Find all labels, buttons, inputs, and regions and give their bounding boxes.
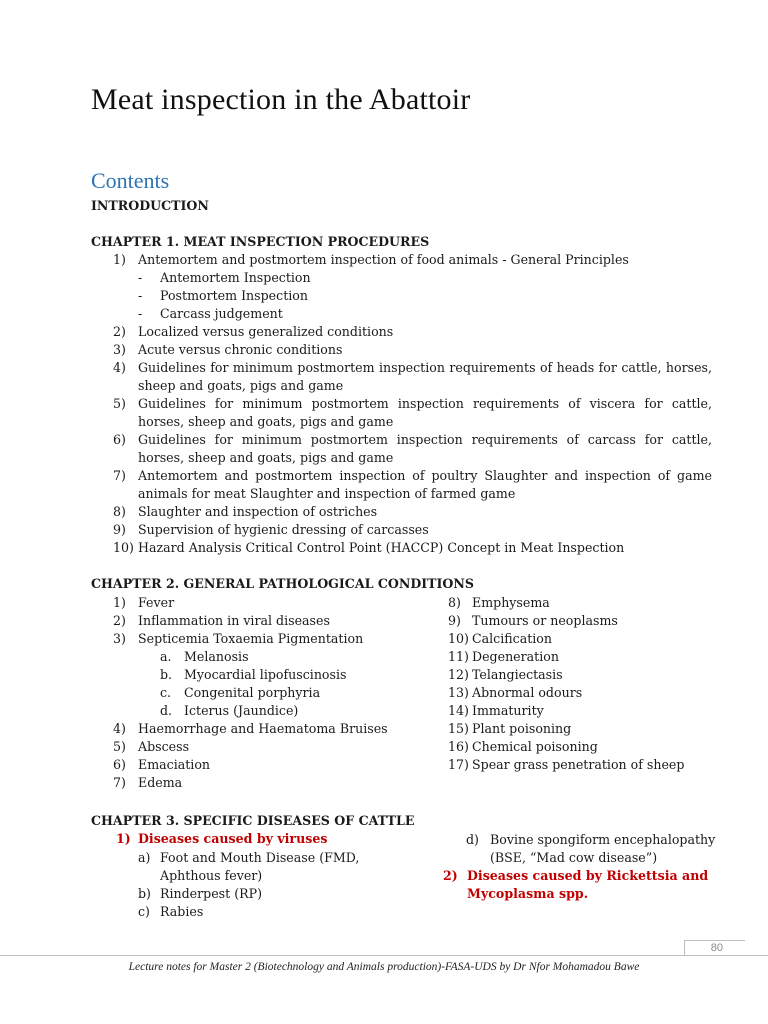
list-item: Rabies [160, 904, 204, 919]
list-item-number: 12) [448, 667, 469, 682]
list-item-number: 9) [113, 522, 126, 537]
list-item-number: 6) [113, 432, 126, 447]
list-item-number: 10) [448, 631, 469, 646]
list-item: Localized versus generalized conditions [138, 324, 394, 339]
chapter-1-heading: CHAPTER 1. MEAT INSPECTION PROCEDURES [91, 234, 430, 249]
list-item: Diseases caused by Rickettsia and [467, 868, 709, 883]
list-item: Inflammation in viral diseases [138, 613, 330, 628]
list-item: Supervision of hygienic dressing of carcasses [138, 522, 429, 537]
list-item: Postmortem Inspection [160, 288, 308, 303]
list-item: Emphysema [472, 595, 550, 610]
list-item: Antemortem and postmortem inspection of food animals - General Principles [138, 252, 629, 267]
list-item: Carcass judgement [160, 306, 283, 321]
list-item-letter: b) [138, 886, 151, 901]
list-item-number: 17) [448, 757, 469, 772]
list-item-number: 13) [448, 685, 469, 700]
list-item: Immaturity [472, 703, 544, 718]
list-item-bullet: - [138, 270, 143, 285]
list-item: Guidelines for minimum postmortem inspection requirements of heads for cattle, horses, sheep and goats, pigs and game [138, 360, 712, 393]
list-item-letter: d) [466, 832, 479, 847]
list-item-number: 3) [113, 342, 126, 357]
list-item: Haemorrhage and Haematoma Bruises [138, 721, 388, 736]
list-item: Degeneration [472, 649, 559, 664]
list-item: Acute versus chronic conditions [138, 342, 343, 357]
list-item-number: 2) [113, 613, 126, 628]
list-item-number: 15) [448, 721, 469, 736]
list-item-number: 11) [448, 649, 469, 664]
list-item: Congenital porphyria [184, 685, 321, 700]
list-item-number: 6) [113, 757, 126, 772]
list-item-bullet: - [138, 288, 143, 303]
list-item-continued: Mycoplasma spp. [467, 886, 589, 901]
list-item: Slaughter and inspection of ostriches [138, 504, 378, 519]
list-item: Plant poisoning [472, 721, 572, 736]
list-item: Foot and Mouth Disease (FMD, [160, 850, 360, 865]
list-item-number: 7) [113, 468, 126, 483]
list-item: Myocardial lipofuscinosis [184, 667, 347, 682]
list-item: Rinderpest (RP) [160, 886, 262, 901]
list-item: Bovine spongiform encephalopathy [490, 832, 716, 847]
footer-divider [0, 955, 768, 956]
list-item-number: 14) [448, 703, 469, 718]
introduction-heading: INTRODUCTION [91, 198, 209, 213]
list-item: Hazard Analysis Critical Control Point (HACCP) Concept in Meat Inspection [138, 540, 625, 555]
list-item: Guidelines for minimum postmortem inspection requirements of carcass for cattle, horses, sheep and goats, pigs and game [138, 432, 712, 465]
footer-note: Lecture notes for Master 2 (Biotechnology and Animals production)-FASA-UDS by Dr Nfor Mohamadou Bawe [128, 961, 640, 973]
list-item: Emaciation [138, 757, 211, 772]
list-item-number: 1) [113, 595, 126, 610]
list-item-number: 5) [113, 739, 126, 754]
page-number: 80 [710, 942, 723, 954]
list-item-number: 4) [113, 721, 126, 736]
list-item: Chemical poisoning [472, 739, 598, 754]
contents-heading: Contents [91, 168, 170, 193]
list-item-number: 2) [443, 868, 458, 883]
list-item: Spear grass penetration of sheep [472, 757, 685, 772]
list-item-continued: Aphthous fever) [160, 868, 263, 883]
list-item: Calcification [472, 631, 552, 646]
list-item: Abnormal odours [472, 685, 583, 700]
page-number-box [684, 940, 745, 956]
list-item-letter: c) [138, 904, 150, 919]
list-item-number: 4) [113, 360, 126, 375]
list-item-number: 9) [448, 613, 461, 628]
list-item-number: 2) [113, 324, 126, 339]
list-item-number: 1) [113, 252, 126, 267]
page-title: Meat inspection in the Abattoir [91, 83, 471, 116]
list-item: Telangiectasis [472, 667, 563, 682]
chapter-2-heading: CHAPTER 2. GENERAL PATHOLOGICAL CONDITIONS [91, 576, 474, 591]
list-item-bullet: - [138, 306, 143, 321]
list-item: Abscess [138, 739, 190, 754]
list-item-number: 1) [116, 831, 131, 846]
list-item-number: 8) [113, 504, 126, 519]
list-item: Edema [138, 775, 183, 790]
list-item-letter: a. [160, 649, 172, 664]
list-item: Antemortem Inspection [160, 270, 311, 285]
list-item-letter: c. [160, 685, 172, 700]
list-item-number: 8) [448, 595, 461, 610]
list-item: Fever [138, 595, 175, 610]
list-item-letter: a) [138, 850, 151, 865]
list-item-number: 5) [113, 396, 126, 411]
list-item: Melanosis [184, 649, 249, 664]
chapter-3-heading: CHAPTER 3. SPECIFIC DISEASES OF CATTLE [91, 813, 415, 828]
list-item-number: 7) [113, 775, 126, 790]
list-item: Diseases caused by viruses [138, 831, 328, 846]
list-item: Antemortem and postmortem inspection of poultry Slaughter and inspection of game animals for meat Slaughter and inspection of farmed game [138, 468, 712, 501]
list-item-letter: d. [160, 703, 173, 718]
list-item: Tumours or neoplasms [472, 613, 618, 628]
list-item: Septicemia Toxaemia Pigmentation [138, 631, 364, 646]
list-item: Guidelines for minimum postmortem inspection requirements of viscera for cattle, horses, sheep and goats, pigs and game [138, 396, 712, 429]
list-item-number: 16) [448, 739, 469, 754]
list-item-number: 10) [113, 540, 134, 555]
list-item-letter: b. [160, 667, 173, 682]
list-item: Icterus (Jaundice) [184, 703, 299, 718]
list-item-continued: (BSE, “Mad cow disease”) [490, 850, 658, 865]
list-item-number: 3) [113, 631, 126, 646]
